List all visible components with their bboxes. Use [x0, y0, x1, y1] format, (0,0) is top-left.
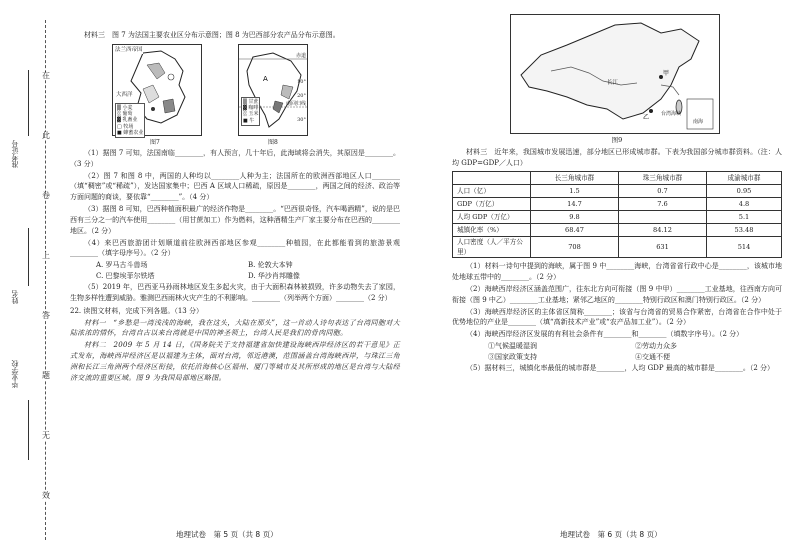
row-label: 人均 GDP（万亿）	[453, 210, 531, 223]
option-c: C. 巴黎埃菲尔铁塔	[96, 272, 155, 281]
fig8-tropic-label: 南回归线	[285, 100, 306, 107]
binding-margin	[0, 0, 58, 560]
seal-char: 此	[42, 131, 50, 140]
footer-page-5: 地理试卷 第 5 页（共 8 页）	[176, 530, 278, 539]
fig8-lat-10: 10°	[297, 78, 306, 85]
seal-char: 无	[42, 431, 50, 440]
school-fill-line[interactable]	[28, 400, 29, 460]
question-4: （4）来巴西旅游团计划顺道前往欧洲西部地区参观________种植园，在此都能看到的旅游景观________（填字母序号）。（2 分）	[70, 238, 400, 258]
table-header: 珠三角城市群	[619, 171, 707, 184]
china-map-drawing	[511, 15, 719, 133]
fig9-sea-label: 南海	[693, 119, 704, 125]
right-question-3: （3）海峡西岸经济区的主体省区简称________；该省与台湾省的贸易合作紧密，台湾省在合作中处于优势地位的产业是________（填“高新技术产业”或“农产品加工业”）。（2 分）	[452, 307, 782, 327]
fig9-caption: 图9	[611, 136, 623, 144]
figures-7-8	[70, 44, 400, 146]
legend-item: ▓ 乳畜业	[117, 117, 138, 124]
table-row	[453, 236, 782, 257]
svg-text:A: A	[263, 74, 268, 83]
table-cell: 7.6	[619, 197, 707, 210]
table-cell: 1.5	[531, 184, 619, 197]
option-a: A. 罗马古斗兽场	[96, 261, 148, 270]
fig9-strait-label: 台湾海峡	[661, 111, 682, 117]
legend-item: ▓ 咖啡	[243, 105, 259, 112]
right-question-4-options	[452, 341, 782, 363]
name-label: 姓名	[11, 290, 19, 304]
table-cell: 5.1	[707, 210, 782, 223]
table-cell	[619, 210, 707, 223]
fig8-lat-30: 30°	[297, 116, 306, 123]
option-b: B. 伦敦大本钟	[248, 261, 293, 270]
question-2: （2）图 7 和图 8 中，两国的人种均以________人种为主；法国所在的欧洲西部地区人口________（填“稠密”或“稀疏”），发达国家集中；巴西 A 区域人口稀疏，原因是________，两国之间的经济、政治等方面问题的商谈，要依靠“________”。（4 分）	[70, 171, 400, 202]
page-6	[452, 30, 782, 375]
option-d: D. 华沙肖邦雕像	[248, 272, 300, 281]
legend-item: ■ 牛	[243, 117, 255, 124]
svg-text:甲: 甲	[663, 70, 670, 77]
right-question-1: （1）材料一诗句中提到的海峡，属于图 9 中________海峡，台湾省省行政中心是________，该城市地处地球五带中的________。（2 分）	[452, 262, 782, 282]
material-3: 材料三 近年来，我国城市发展迅速，部分地区已形成城市群。下表为我国部分城市群资料。（注：人均 GDP=GDP／人口）	[452, 148, 782, 167]
table-cell: 514	[707, 236, 782, 257]
legend-item: ░ 玉米	[243, 111, 259, 118]
material-3-intro: 材料三 图 7 为法国主要农业区分布示意图；图 8 为巴西部分农产品分布示意图。	[84, 31, 340, 39]
table-cell: 53.48	[707, 223, 782, 236]
table-header	[453, 171, 531, 184]
right-question-2: （2）海峡西岸经济区涵盖范围广，往东北方向可衔接（图 9 中甲）________工业基地，往西南方向可衔接（图 9 中乙）________工业基地；紧邻乙地区的________特别行政区和澳门特别行政区。（2 分）	[452, 284, 782, 304]
fig7-ocean-label: 大西洋	[116, 91, 133, 98]
table-cell: 68.47	[531, 223, 619, 236]
material-2: 材料二 2009 年 5 月 14 日，《国务院关于支持福建省加快建设海峡西岸经济区的若干意见》正式发布，海峡西岸经济区是以福建为主体，面对台湾，邻近港澳，范围涵盖台湾海峡西岸，与珠江三角洲和长江三角洲两个经济区衔接，依托沿海核心区福州、厦门等城市及其所形成的地区是台湾与大陆经济交流的重要区域。图 9 为我国局部地区略图。	[70, 341, 400, 382]
legend-item: □ 牧场	[117, 123, 134, 130]
table-cell: 84.12	[619, 223, 707, 236]
table-cell: 4.8	[707, 197, 782, 210]
fig8-lat-20: 20°	[297, 92, 306, 99]
seal-char: 效	[42, 491, 50, 500]
footer-page-6: 地理试卷 第 6 页（共 8 页）	[560, 530, 662, 539]
question-22-title: 22. 读图文材料，完成下列各题。（13 分）	[70, 306, 203, 315]
fig8-legend	[241, 97, 260, 126]
fig8-caption: 图8	[268, 138, 278, 146]
material-1: 材料一 “乡愁是一湾浅浅的海峡，我在这头，大陆在那头”，这一首动人诗句表达了台湾同胞对大陆浓浓的情怀，台湾自古以来台湾就是中国的神圣领土，台湾人民是我们的骨肉同胞。	[70, 318, 400, 338]
table-header: 长三角城市群	[531, 171, 619, 184]
table-header-row	[453, 171, 782, 184]
table-cell: 0.95	[707, 184, 782, 197]
figure-8-brazil-map	[238, 44, 308, 136]
fig7-title: 法兰西帝国	[115, 46, 143, 53]
table-cell: 14.7	[531, 197, 619, 210]
seal-char: 在	[42, 71, 50, 80]
table-cell: 631	[619, 236, 707, 257]
city-cluster-table	[452, 171, 782, 258]
table-row	[453, 210, 782, 223]
fig7-caption: 图7	[150, 138, 160, 146]
table-row	[453, 223, 782, 236]
fig8-equator-label: 赤道	[295, 52, 306, 59]
seal-char: 上	[42, 251, 50, 260]
row-label: 人口密度（人／平方公里）	[453, 236, 531, 257]
question-3: （3）据图 8 可知，巴西种植面积最广的经济作物是________。“巴西很奇怪，汽车喝酒精”，说的是巴西有三分之一的汽车使用________（用甘蔗加工）作为燃料，这种酒精生产厂家主要分布在巴西的________地区。（2 分）	[70, 205, 400, 235]
question-1: （1）据图 7 可知，法国南临________，有人预言，几十年后，此海域将会消失，其原因是________。（3 分）	[70, 148, 400, 168]
row-label: GDP（万亿）	[453, 197, 531, 210]
fig7-legend	[115, 103, 145, 138]
table-row	[453, 184, 782, 197]
table-cell: 0.7	[619, 184, 707, 197]
legend-item: ▒ 小麦	[117, 104, 133, 111]
right-question-5: （5）据材料三，城镇化率最低的城市群是________，人均 GDP 最高的城市群是________。（2 分）	[466, 363, 774, 372]
question-5: （5）2019 年，巴西亚马孙雨林地区发生多起火灾，由于大面积森林被损毁，许多动物失去了家园，生物多样性遭到威胁。雅测巴西雨林火灾产生的不利影响。________（列举两个方面）________（2 分）	[70, 282, 400, 302]
svg-text:乙: 乙	[643, 114, 650, 121]
page-5	[70, 30, 400, 385]
legend-item: ■ 蜂蜜农业	[117, 129, 144, 136]
right-question-4: （4）海峡西岸经济区发展的有利社会条件有________和________（填数字序号）。（2 分）	[466, 330, 744, 339]
option-4: ④交通不便	[635, 352, 670, 361]
table-row	[453, 197, 782, 210]
legend-item: ▒ 甘蔗	[243, 98, 259, 105]
exam-number-fill-line[interactable]	[28, 70, 29, 136]
legend-item: ░ 葡萄	[117, 111, 133, 118]
table-cell: 708	[531, 236, 619, 257]
fig9-river-label: 长江	[607, 80, 619, 86]
figure-7-france-map	[112, 44, 202, 136]
school-label: 毕业学校	[11, 360, 19, 388]
row-label: 城镇化率（%）	[453, 223, 531, 236]
table-header: 成渝城市群	[707, 171, 782, 184]
figure-9-china-map	[510, 14, 720, 134]
name-fill-line[interactable]	[28, 228, 29, 286]
cut-line	[45, 20, 46, 540]
table-cell: 9.8	[531, 210, 619, 223]
option-2: ②劳动力众多	[635, 342, 677, 351]
seal-char: 卷	[42, 191, 50, 200]
seal-char: 题	[42, 371, 50, 380]
seal-char: 答	[42, 311, 50, 320]
question-4-options	[70, 260, 400, 282]
row-label: 人口（亿）	[453, 184, 531, 197]
option-1: ①气候温暖湿润	[488, 342, 537, 351]
exam-number-label: 准考证号	[11, 140, 19, 168]
option-3: ③国家政策支持	[488, 352, 537, 361]
